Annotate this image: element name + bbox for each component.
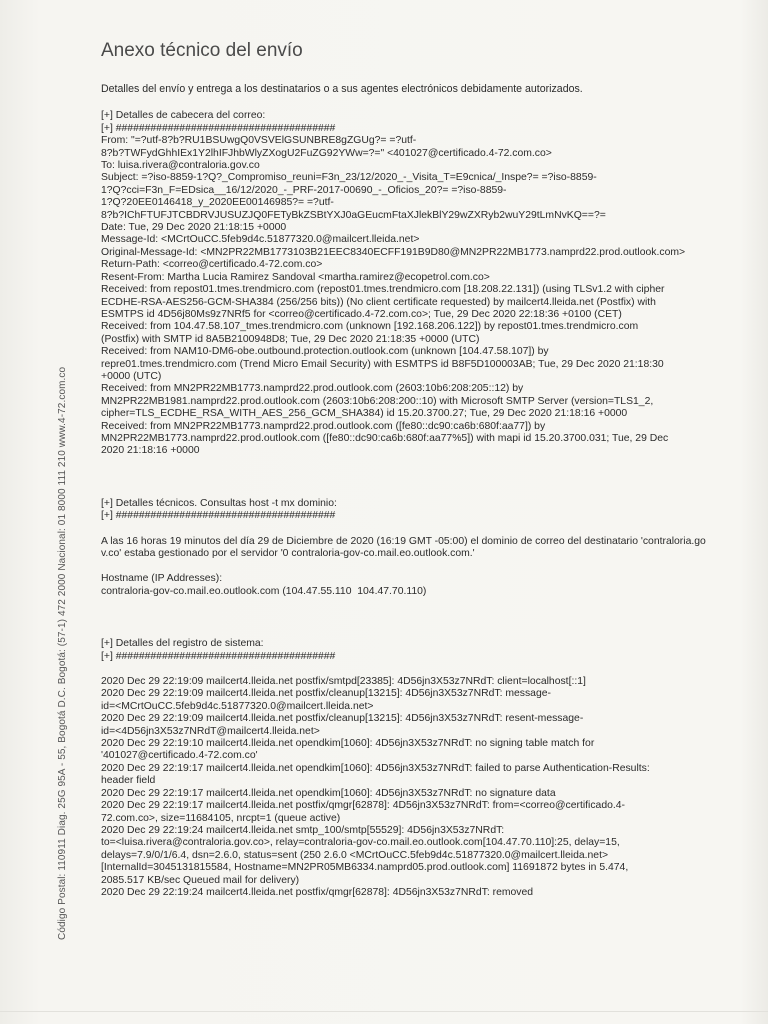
log-line: 2085.517 KB/sec Queued mail for delivery) <box>101 874 300 886</box>
header-line: Received: from MN2PR22MB1773.namprd22.prod.outlook.com (2603:10b6:208:205::12) by <box>101 383 524 395</box>
header-line: 2020 21:18:16 +0000 <box>101 445 200 457</box>
log-line: 2020 Dec 29 22:19:09 mailcert4.lleida.net postfix/cleanup[13215]: 4D56jn3X53z7NRdT: message- <box>101 688 551 700</box>
header-line: Original-Message-Id: <MN2PR22MB1773103B21EEC8340ECFF191B9D80@MN2PR22MB1773.namprd22.prod.outlook.com> <box>101 246 686 258</box>
header-line: Received: from NAM10-DM6-obe.outbound.protection.outlook.com (unknown [104.47.58.107]) by <box>101 346 549 358</box>
hostname-label: Hostname (IP Addresses): <box>101 573 223 585</box>
log-line: 72.com.co>, size=11684105, nrcpt=1 (queue active) <box>101 812 341 824</box>
header-line: cipher=TLS_ECDHE_RSA_WITH_AES_256_GCM_SHA384) id 15.20.3700.27; Tue, 29 Dec 2020 21:18:16 +0000 <box>101 408 628 420</box>
tech-section <box>101 498 711 598</box>
log-line: to=<luisa.rivera@contraloria.gov.co>, relay=contraloria-gov-co.mail.eo.outlook.com[104.47.70.110]:25, delay=15, <box>101 837 620 849</box>
header-line: (Postfix) with SMTP id 8A5B2100948D8; Tue, 29 Dec 2020 21:18:35 +0000 (UTC) <box>101 333 480 345</box>
header-line: ECDHE-RSA-AES256-GCM-SHA384 (256/256 bits)) (No client certificate requested) by mailcert4.lleida.net (Postfix) with <box>101 296 656 308</box>
log-line: 2020 Dec 29 22:19:17 mailcert4.lleida.net opendkim[1060]: 4D56jn3X53z7NRdT: no signature data <box>101 787 556 799</box>
log-line: 2020 Dec 29 22:19:09 mailcert4.lleida.net postfix/cleanup[13215]: 4D56jn3X53z7NRdT: resent-message- <box>101 713 584 725</box>
header-line: Received: from repost01.tmes.trendmicro.com (repost01.tmes.trendmicro.com [18.208.22.131]) (using TLSv1.2 with cipher <box>101 284 665 296</box>
log-line: id=<MCrtOuCC.5feb9d4c.51877320.0@mailcert.lleida.net> <box>101 700 374 712</box>
header-line: MN2PR22MB1981.namprd22.prod.outlook.com (2603:10b6:208:200::10) with Microsoft SMTP Server (version=TLS1_2, <box>101 395 654 407</box>
header-lines <box>101 135 711 458</box>
bottom-divider <box>0 1011 768 1012</box>
tech-section-title: [+] Detalles técnicos. Consultas host -t mx dominio: <box>101 497 337 509</box>
log-line: id=<4D56jn3X53z7NRdT@mailcert4.lleida.net> <box>101 725 320 737</box>
log-line: [InternalId=3045131815584, Hostname=MN2PR05MB6334.namprd05.prod.outlook.com] 11691872 bytes in 5.474, <box>101 862 629 874</box>
hostname-value: contraloria-gov-co.mail.eo.outlook.com (104.47.55.110 104.47.70.110) <box>101 585 427 597</box>
log-line: '401027@certificado.4-72.com.co' <box>101 750 258 762</box>
header-line: To: luisa.rivera@contraloria.gov.co <box>101 160 260 172</box>
header-line: Return-Path: <correo@certificado.4-72.com.co> <box>101 259 323 271</box>
log-line: 2020 Dec 29 22:19:17 mailcert4.lleida.net postfix/qmgr[62878]: 4D56jn3X53z7NRdT: from=<correo@certificado.4- <box>101 800 626 812</box>
intro-text: Detalles del envío y entrega a los destinatarios o a sus agentes electrónicos debidamente autorizados. <box>101 83 583 95</box>
header-section-title: [+] Detalles de cabecera del correo: <box>101 110 266 122</box>
tech-paragraph: A las 16 horas 19 minutos del día 29 de Diciembre de 2020 (16:19 GMT -05:00) el dominio de correo del destinatario 'contraloria.gov.co' estaba gestionado por el servidor '0 contraloria-gov-co.mail.eo.outlook.com.' <box>101 535 706 559</box>
header-line: Received: from 104.47.58.107_tmes.trendmicro.com (unknown [192.168.206.122]) by repost01.tmes.trendmicro.com <box>101 321 639 333</box>
header-line: Date: Tue, 29 Dec 2020 21:18:15 +0000 <box>101 222 287 234</box>
log-line: 2020 Dec 29 22:19:10 mailcert4.lleida.net opendkim[1060]: 4D56jn3X53z7NRdT: no signing table match for <box>101 738 595 750</box>
log-lines <box>101 676 711 899</box>
header-line: +0000 (UTC) <box>101 370 162 382</box>
header-line: 1?Q?cci=F3n_F=EDsica__16/12/2020_-_PRF-2017-00690_-_Oficios_20?= =?iso-8859- <box>101 184 507 196</box>
log-line: header field <box>101 775 156 787</box>
header-line: From: "=?utf-8?b?RU1BSUwgQ0VSVElGSUNBRE8gZGUg?= =?utf- <box>101 135 417 147</box>
document-content <box>101 40 711 899</box>
header-section-rule: [+] ###################################### <box>101 122 336 134</box>
header-line: 8?b?TWFydGhhIEx1Y2lhIFJhbWlyZXogU2FuZG92YWw=?=" <401027@certificado.4-72.com.co> <box>101 147 552 159</box>
log-section-title: [+] Detalles del registro de sistema: <box>101 638 264 650</box>
header-line: Received: from MN2PR22MB1773.namprd22.prod.outlook.com ([fe80::dc90:ca6b:680f:aa77]) by <box>101 420 546 432</box>
log-section-rule: [+] ###################################### <box>101 650 336 662</box>
header-section <box>101 110 711 457</box>
log-line: 2020 Dec 29 22:19:24 mailcert4.lleida.net smtp_100/smtp[55529]: 4D56jn3X53z7NRdT: <box>101 824 505 836</box>
header-line: 8?b?IChFTUFJTCBDRVJUSUZJQ0FETyBkZSBtYXJ0aGEucmFtaXJlekBlY29wZXRyb2wuY29tLmNvKQ==?= <box>101 209 606 221</box>
header-line: ESMTPS id 4D56j80Ms9z7NRf5 for <correo@certificado.4-72.com.co>; Tue, 29 Dec 2020 22:18:36 +0100 (CET) <box>101 308 622 320</box>
tech-section-rule: [+] ###################################### <box>101 510 336 522</box>
header-line: repre01.tmes.trendmicro.com (Trend Micro Email Security) with ESMTPS id B8F5D100003AB; Tue, 29 Dec 2020 21:18:30 <box>101 358 664 370</box>
header-line: MN2PR22MB1773.namprd22.prod.outlook.com ([fe80::dc90:ca6b:680f:aa77%5]) with mapi id 15.20.3700.031; Tue, 29 Dec <box>101 432 669 444</box>
log-line: 2020 Dec 29 22:19:09 mailcert4.lleida.net postfix/smtpd[23385]: 4D56jn3X53z7NRdT: client=localhost[::1] <box>101 676 586 688</box>
page-title: Anexo técnico del envío <box>101 40 303 61</box>
header-line: Message-Id: <MCrtOuCC.5feb9d4c.51877320.0@mailcert.lleida.net> <box>101 234 420 246</box>
log-line: delays=7.9/0/1/6.4, dsn=2.6.0, status=sent (250 2.6.0 <MCrtOuCC.5feb9d4c.51877320.0@mailcert.lleida.net> <box>101 849 609 861</box>
header-line: Resent-From: Martha Lucia Ramirez Sandoval <martha.ramirez@ecopetrol.com.co> <box>101 271 490 283</box>
log-line: 2020 Dec 29 22:19:17 mailcert4.lleida.net opendkim[1060]: 4D56jn3X53z7NRdT: failed to parse Authentication-Results: <box>101 762 650 774</box>
side-address-text: Código Postal: 110911 Diag. 25G 95A - 55, Bogotá D.C. Bogotá: (57-1) 472 2000 Nacional: 01 8000 111 210 www.4-72.com.co <box>57 366 68 940</box>
header-line: Subject: =?iso-8859-1?Q?_Compromiso_reuni=F3n_23/12/2020_-_Visita_T=E9cnica/_Inspe?= =?iso-8859- <box>101 172 597 184</box>
header-line: 1?Q?20EE0146418_y_2020EE00146985?= =?utf- <box>101 197 334 209</box>
log-line: 2020 Dec 29 22:19:24 mailcert4.lleida.net postfix/qmgr[62878]: 4D56jn3X53z7NRdT: removed <box>101 886 534 898</box>
log-section <box>101 638 711 899</box>
